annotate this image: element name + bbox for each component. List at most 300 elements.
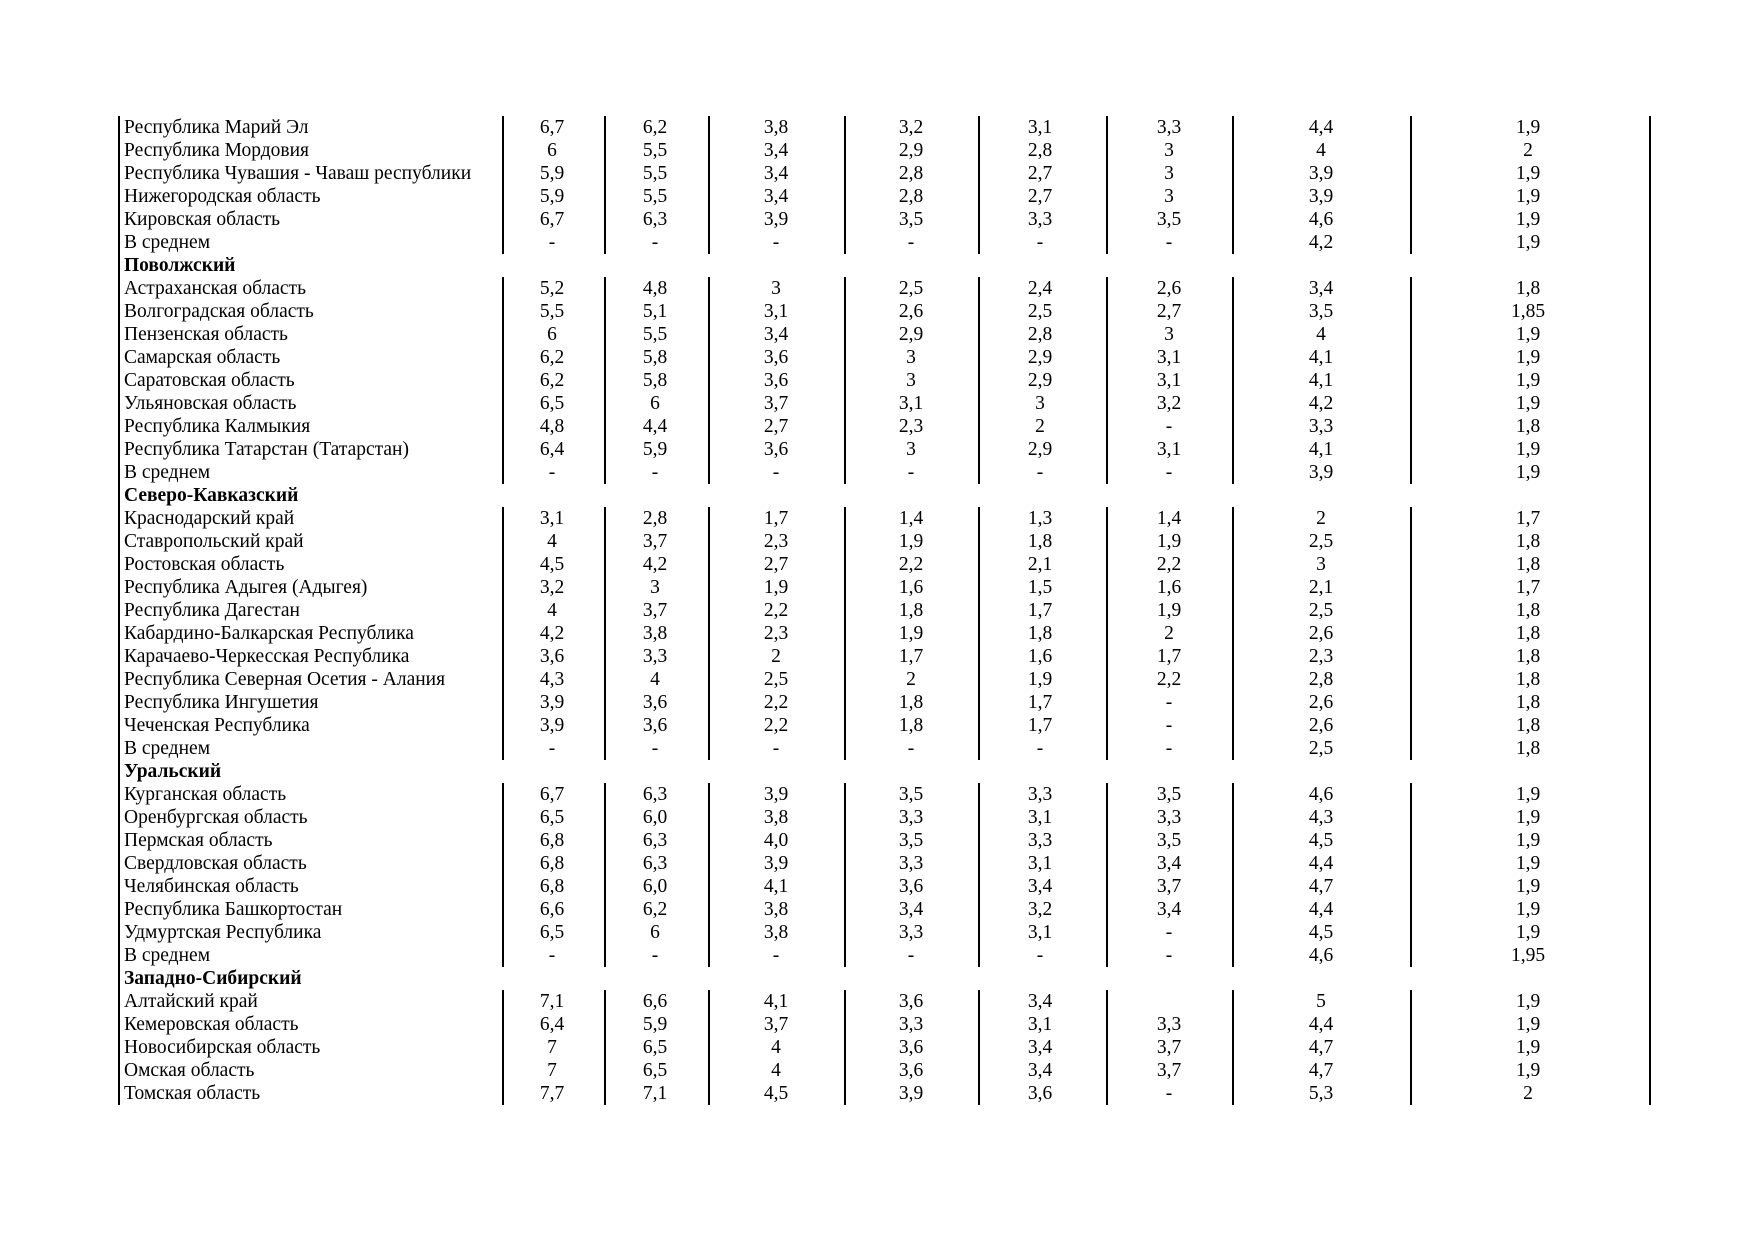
- column-divider: [1232, 323, 1234, 346]
- table-row: [118, 185, 1650, 208]
- column-divider: [118, 599, 120, 622]
- value-cell: 2,1: [1027, 554, 1053, 575]
- value-cell: 3,6: [898, 876, 924, 897]
- column-divider: [978, 875, 980, 898]
- column-divider: [1410, 162, 1412, 185]
- value-cell: 1,9: [1515, 209, 1541, 230]
- value-cell: 1,9: [1515, 186, 1541, 207]
- value-cell: 1,9: [1515, 370, 1541, 391]
- value-cell: 3: [1164, 186, 1174, 207]
- column-divider: [1106, 139, 1108, 162]
- value-cell: 5,8: [642, 370, 668, 391]
- region-name: Республика Мордовия: [124, 140, 310, 161]
- column-divider: [844, 737, 846, 760]
- value-cell: 2,5: [1308, 600, 1334, 621]
- column-divider: [978, 438, 980, 461]
- value-cell: 3,3: [898, 853, 924, 874]
- value-cell: 6,3: [642, 209, 668, 230]
- column-divider: [1649, 438, 1651, 461]
- column-divider: [1232, 645, 1234, 668]
- column-divider: [118, 139, 120, 162]
- value-cell: 3,2: [539, 577, 565, 598]
- table-row: [118, 530, 1650, 553]
- value-cell: 3,8: [763, 117, 789, 138]
- column-divider: [708, 507, 710, 530]
- column-divider: [844, 806, 846, 829]
- value-cell: 1,8: [898, 715, 924, 736]
- column-divider: [1649, 162, 1651, 185]
- column-divider: [118, 875, 120, 898]
- column-divider: [708, 622, 710, 645]
- value-cell: 3,3: [898, 1014, 924, 1035]
- table-row: [118, 783, 1650, 806]
- value-cell: 6,2: [539, 347, 565, 368]
- region-name: Оренбургская область: [124, 807, 308, 828]
- region-name: Кемеровская область: [124, 1014, 299, 1035]
- column-divider: [1649, 507, 1651, 530]
- column-divider: [1106, 530, 1108, 553]
- column-divider: [708, 783, 710, 806]
- value-cell: -: [651, 738, 659, 759]
- value-cell: 2,3: [763, 531, 789, 552]
- value-cell: 3,3: [1308, 416, 1334, 437]
- column-divider: [1649, 208, 1651, 231]
- value-cell: 5,1: [642, 301, 668, 322]
- value-cell: 3,7: [1156, 876, 1182, 897]
- column-divider: [844, 139, 846, 162]
- value-cell: 3: [1164, 324, 1174, 345]
- column-divider: [1410, 116, 1412, 139]
- column-divider: [844, 208, 846, 231]
- value-cell: 4,4: [1308, 117, 1334, 138]
- column-divider: [1106, 208, 1108, 231]
- value-cell: 2,6: [898, 301, 924, 322]
- value-cell: -: [548, 232, 556, 253]
- column-divider: [118, 898, 120, 921]
- value-cell: 5,9: [642, 1014, 668, 1035]
- value-cell: 3,4: [898, 899, 924, 920]
- column-divider: [1106, 461, 1108, 484]
- value-cell: -: [1036, 462, 1044, 483]
- value-cell: 1,4: [898, 508, 924, 529]
- table-row: [118, 438, 1650, 461]
- column-divider: [708, 461, 710, 484]
- value-cell: 3,7: [642, 531, 668, 552]
- value-cell: 1,9: [1515, 876, 1541, 897]
- column-divider: [708, 553, 710, 576]
- value-cell: -: [907, 738, 915, 759]
- value-cell: 3,9: [1308, 163, 1334, 184]
- value-cell: -: [1165, 692, 1173, 713]
- value-cell: 5: [1316, 991, 1326, 1012]
- value-cell: 4,5: [539, 554, 565, 575]
- column-divider: [844, 346, 846, 369]
- value-cell: 6,4: [539, 439, 565, 460]
- value-cell: 6,7: [539, 784, 565, 805]
- value-cell: 7,1: [642, 1083, 668, 1104]
- value-cell: 1,9: [1515, 347, 1541, 368]
- column-divider: [1649, 645, 1651, 668]
- value-cell: 6,7: [539, 209, 565, 230]
- value-cell: 1,8: [1515, 554, 1541, 575]
- column-divider: [1106, 576, 1108, 599]
- column-divider: [1410, 323, 1412, 346]
- column-divider: [708, 875, 710, 898]
- value-cell: 4: [1316, 324, 1326, 345]
- value-cell: 3,6: [763, 370, 789, 391]
- column-divider: [118, 691, 120, 714]
- column-divider: [1649, 691, 1651, 714]
- value-cell: 4,2: [539, 623, 565, 644]
- column-divider: [978, 139, 980, 162]
- column-divider: [1410, 438, 1412, 461]
- value-cell: 3,9: [539, 715, 565, 736]
- column-divider: [978, 530, 980, 553]
- value-cell: 1,4: [1156, 508, 1182, 529]
- value-cell: 1,9: [1515, 830, 1541, 851]
- column-divider: [1232, 185, 1234, 208]
- column-divider: [118, 622, 120, 645]
- value-cell: 3,4: [1027, 1037, 1053, 1058]
- value-cell: -: [1165, 462, 1173, 483]
- value-cell: 1,9: [898, 623, 924, 644]
- column-divider: [1410, 392, 1412, 415]
- value-cell: 2,3: [1308, 646, 1334, 667]
- column-divider: [844, 277, 846, 300]
- value-cell: 1,6: [898, 577, 924, 598]
- column-divider: [1649, 875, 1651, 898]
- column-divider: [1106, 369, 1108, 392]
- column-divider: [708, 323, 710, 346]
- column-divider: [844, 645, 846, 668]
- column-divider: [1232, 553, 1234, 576]
- column-divider: [1232, 1036, 1234, 1059]
- value-cell: -: [1165, 945, 1173, 966]
- column-divider: [708, 185, 710, 208]
- value-cell: 3,6: [1027, 1083, 1053, 1104]
- column-divider: [1232, 1059, 1234, 1082]
- table-row: [118, 599, 1650, 622]
- value-cell: -: [1036, 738, 1044, 759]
- column-divider: [978, 415, 980, 438]
- column-divider: [1232, 369, 1234, 392]
- value-cell: 3,5: [1308, 301, 1334, 322]
- column-divider: [844, 323, 846, 346]
- column-divider: [118, 277, 120, 300]
- value-cell: 4,7: [1308, 1060, 1334, 1081]
- region-name: Омская область: [124, 1060, 255, 1081]
- region-name: Республика Адыгея (Адыгея): [124, 577, 368, 598]
- column-divider: [1106, 277, 1108, 300]
- column-divider: [118, 461, 120, 484]
- column-divider: [1649, 1036, 1651, 1059]
- column-divider: [1106, 323, 1108, 346]
- column-divider: [708, 346, 710, 369]
- table-row: [118, 622, 1650, 645]
- value-cell: 1,9: [1515, 117, 1541, 138]
- column-divider: [844, 691, 846, 714]
- value-cell: 6,7: [539, 117, 565, 138]
- column-divider: [1410, 576, 1412, 599]
- column-divider: [1649, 783, 1651, 806]
- table-row: [118, 645, 1650, 668]
- value-cell: 2,6: [1156, 278, 1182, 299]
- table-row: [118, 461, 1650, 484]
- column-divider: [844, 1082, 846, 1105]
- value-cell: 1,9: [1515, 784, 1541, 805]
- value-cell: 1,8: [1515, 646, 1541, 667]
- value-cell: 3,7: [763, 1014, 789, 1035]
- region-name: Удмуртская Республика: [124, 922, 322, 943]
- column-divider: [118, 553, 120, 576]
- column-divider: [978, 369, 980, 392]
- column-divider: [844, 921, 846, 944]
- column-divider: [1649, 990, 1651, 1013]
- column-divider: [1649, 484, 1651, 507]
- value-cell: 1,8: [1515, 623, 1541, 644]
- value-cell: 6,6: [642, 991, 668, 1012]
- value-cell: 2,3: [898, 416, 924, 437]
- column-divider: [1410, 208, 1412, 231]
- value-cell: 3,6: [763, 347, 789, 368]
- value-cell: 1,7: [1515, 577, 1541, 598]
- column-divider: [118, 300, 120, 323]
- column-divider: [1649, 1013, 1651, 1036]
- value-cell: 3,4: [1027, 991, 1053, 1012]
- value-cell: 1,8: [1515, 531, 1541, 552]
- column-divider: [1649, 806, 1651, 829]
- value-cell: 1,7: [1156, 646, 1182, 667]
- column-divider: [118, 231, 120, 254]
- column-divider: [978, 668, 980, 691]
- column-divider: [1232, 668, 1234, 691]
- region-name: Республика Северная Осетия - Алания: [124, 669, 446, 690]
- column-divider: [1106, 875, 1108, 898]
- column-divider: [1649, 369, 1651, 392]
- column-divider: [1649, 599, 1651, 622]
- value-cell: 4,4: [642, 416, 668, 437]
- value-cell: -: [651, 462, 659, 483]
- column-divider: [1232, 415, 1234, 438]
- value-cell: 3,1: [1027, 807, 1053, 828]
- value-cell: 3: [1164, 163, 1174, 184]
- column-divider: [1410, 300, 1412, 323]
- value-cell: 2: [771, 646, 781, 667]
- column-divider: [1410, 1059, 1412, 1082]
- column-divider: [1106, 921, 1108, 944]
- value-cell: 3: [650, 577, 660, 598]
- column-divider: [118, 852, 120, 875]
- column-divider: [118, 783, 120, 806]
- region-name: Ставропольский край: [124, 531, 304, 552]
- column-divider: [1106, 415, 1108, 438]
- value-cell: 2,6: [1308, 623, 1334, 644]
- column-divider: [708, 392, 710, 415]
- column-divider: [118, 484, 120, 507]
- column-divider: [844, 852, 846, 875]
- value-cell: -: [1036, 945, 1044, 966]
- column-divider: [844, 461, 846, 484]
- value-cell: 4: [650, 669, 660, 690]
- table-section-row: [118, 484, 1650, 507]
- column-divider: [978, 944, 980, 967]
- value-cell: 6,2: [539, 370, 565, 391]
- column-divider: [978, 852, 980, 875]
- column-divider: [844, 714, 846, 737]
- column-divider: [118, 760, 120, 783]
- column-divider: [978, 461, 980, 484]
- column-divider: [978, 1036, 980, 1059]
- value-cell: 1,8: [1027, 623, 1053, 644]
- column-divider: [1649, 852, 1651, 875]
- value-cell: 3,3: [1027, 830, 1053, 851]
- column-divider: [1649, 1082, 1651, 1105]
- column-divider: [708, 576, 710, 599]
- value-cell: 1,5: [1027, 577, 1053, 598]
- value-cell: -: [1165, 715, 1173, 736]
- value-cell: 2,3: [763, 623, 789, 644]
- value-cell: 3,5: [1156, 209, 1182, 230]
- table-row: [118, 231, 1650, 254]
- table-row: [118, 346, 1650, 369]
- column-divider: [1106, 1082, 1108, 1105]
- table-section-row: [118, 760, 1650, 783]
- column-divider: [978, 1082, 980, 1105]
- value-cell: 1,9: [1515, 922, 1541, 943]
- value-cell: 4,0: [763, 830, 789, 851]
- regional-data-table: [118, 116, 1650, 1105]
- column-divider: [1106, 806, 1108, 829]
- value-cell: 3,7: [763, 393, 789, 414]
- column-divider: [1649, 967, 1651, 990]
- column-divider: [1649, 277, 1651, 300]
- table-row: [118, 576, 1650, 599]
- value-cell: 6: [547, 140, 557, 161]
- value-cell: -: [1036, 232, 1044, 253]
- column-divider: [708, 231, 710, 254]
- value-cell: 2,1: [1308, 577, 1334, 598]
- column-divider: [1106, 553, 1108, 576]
- value-cell: 6,3: [642, 830, 668, 851]
- table-row: [118, 392, 1650, 415]
- value-cell: 3,9: [763, 853, 789, 874]
- table-row: [118, 668, 1650, 691]
- value-cell: 5,5: [642, 324, 668, 345]
- value-cell: 3,7: [642, 600, 668, 621]
- column-divider: [978, 714, 980, 737]
- value-cell: 3,1: [763, 301, 789, 322]
- column-divider: [1410, 622, 1412, 645]
- value-cell: 3,1: [1027, 853, 1053, 874]
- column-divider: [1649, 231, 1651, 254]
- column-divider: [1410, 530, 1412, 553]
- value-cell: 1,8: [1027, 531, 1053, 552]
- column-divider: [1232, 898, 1234, 921]
- value-cell: 1,3: [1027, 508, 1053, 529]
- column-divider: [118, 921, 120, 944]
- column-divider: [708, 300, 710, 323]
- value-cell: 5,5: [642, 163, 668, 184]
- value-cell: 6,8: [539, 876, 565, 897]
- value-cell: 7: [547, 1037, 557, 1058]
- column-divider: [708, 714, 710, 737]
- value-cell: 3: [906, 439, 916, 460]
- value-cell: 6,5: [539, 393, 565, 414]
- table-row: [118, 898, 1650, 921]
- column-divider: [844, 162, 846, 185]
- region-name: Астраханская область: [124, 278, 306, 299]
- column-divider: [1410, 185, 1412, 208]
- column-divider: [844, 553, 846, 576]
- column-divider: [1649, 254, 1651, 277]
- region-name: Чеченская Республика: [124, 715, 310, 736]
- table-row: [118, 415, 1650, 438]
- column-divider: [1106, 645, 1108, 668]
- value-cell: -: [907, 945, 915, 966]
- value-cell: 4,5: [763, 1083, 789, 1104]
- value-cell: 3: [1035, 393, 1045, 414]
- column-divider: [708, 1013, 710, 1036]
- column-divider: [1649, 323, 1651, 346]
- value-cell: 3,4: [1027, 876, 1053, 897]
- column-divider: [1232, 530, 1234, 553]
- value-cell: 6,4: [539, 1014, 565, 1035]
- value-cell: 6,3: [642, 784, 668, 805]
- value-cell: 4,3: [539, 669, 565, 690]
- value-cell: 1,9: [1515, 1014, 1541, 1035]
- column-divider: [118, 737, 120, 760]
- value-cell: 6,5: [539, 807, 565, 828]
- column-divider: [1232, 576, 1234, 599]
- value-cell: -: [907, 462, 915, 483]
- column-divider: [844, 116, 846, 139]
- section-title: Северо-Кавказский: [124, 485, 299, 506]
- column-divider: [844, 829, 846, 852]
- column-divider: [708, 1036, 710, 1059]
- column-divider: [708, 438, 710, 461]
- column-divider: [844, 599, 846, 622]
- value-cell: 4: [547, 600, 557, 621]
- value-cell: 4,1: [763, 876, 789, 897]
- value-cell: 6: [547, 324, 557, 345]
- value-cell: 3,1: [1027, 1014, 1053, 1035]
- column-divider: [978, 576, 980, 599]
- table-row: [118, 737, 1650, 760]
- value-cell: 3,9: [898, 1083, 924, 1104]
- column-divider: [1410, 1036, 1412, 1059]
- column-divider: [708, 415, 710, 438]
- value-cell: 2,9: [1027, 347, 1053, 368]
- value-cell: 7,1: [539, 991, 565, 1012]
- column-divider: [978, 645, 980, 668]
- column-divider: [118, 415, 120, 438]
- value-cell: 2: [1164, 623, 1174, 644]
- column-divider: [844, 300, 846, 323]
- column-divider: [1649, 737, 1651, 760]
- table-section-row: [118, 967, 1650, 990]
- column-divider: [1106, 507, 1108, 530]
- column-divider: [1232, 208, 1234, 231]
- column-divider: [1649, 116, 1651, 139]
- column-divider: [978, 162, 980, 185]
- column-divider: [844, 783, 846, 806]
- value-cell: 4,6: [1308, 784, 1334, 805]
- region-name: Республика Башкортостан: [124, 899, 343, 920]
- value-cell: 6,0: [642, 807, 668, 828]
- column-divider: [978, 806, 980, 829]
- value-cell: 6,6: [539, 899, 565, 920]
- region-name: Ростовская область: [124, 554, 285, 575]
